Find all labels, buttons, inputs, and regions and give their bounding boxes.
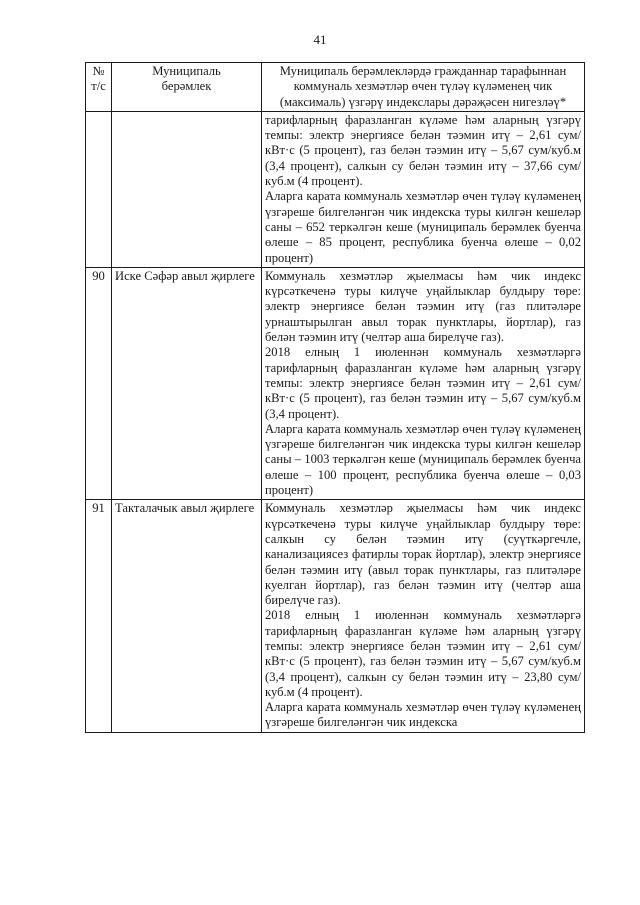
table-row <box>86 111 585 267</box>
basis-paragraph: Аларга карата коммуналь хезмәтләр өчен түләү күләменең үзгәреше билгеләнгән чик индекска <box>265 700 581 730</box>
header-basis: Муниципаль берәмлекләрдә гражданнар тарафыннан коммуналь хезмәтләр өчен түләү күләменең чик (максималь) үзгәрү индекслары дәрәҗәсен нигезләү* <box>262 63 585 112</box>
row-municipality: Такталачык авыл җирлеге <box>112 500 262 732</box>
row-basis <box>262 500 585 732</box>
basis-paragraph: 2018 елның 1 июленнән коммуналь хезмәтләргә тарифларның фаразланган күләме һәм аларның үзгәрү темпы: электр энергиясе белән тәэмин итү – 2,61 сум/кВт·с (5 процент), газ белән тәэмин итү – 5,67 сум/куб.м (3,4 процент). <box>265 345 581 421</box>
table-row <box>86 500 585 732</box>
row-municipality: Иске Сәфәр авыл җирлеге <box>112 267 262 499</box>
basis-paragraph: тарифларның фаразланган күләме һәм аларның үзгәрү темпы: электр энергиясе белән тәэмин итү – 2,61 сум/кВт·с (5 процент), газ белән тәэмин итү – 5,67 сум/куб.м (3,4 процент), салкын су белән тәэмин итү – 37,66 сум/куб.м (4 процент). <box>265 112 581 189</box>
basis-paragraph: Коммуналь хезмәтләр җыелмасы һәм чик индекс күрсәткеченә туры килүче уңайлыклар булдыру төре: салкын су белән тәэмин итү (суүткәргечле, канализациясез фатирлы торак йортлар), электр энергиясе белән тәэмин итү (авыл торак пунктлары, газ плитәләре куелган йортлар), газ белән тәэмин итү (челтәр аша бирелүче газ). <box>265 501 581 608</box>
tariff-table <box>85 62 585 733</box>
row-municipality <box>112 111 262 267</box>
row-number: 90 <box>86 267 112 499</box>
table-header-row <box>86 63 585 112</box>
page-number: 41 <box>313 32 327 47</box>
row-number: 91 <box>86 500 112 732</box>
table-row <box>86 267 585 499</box>
header-num: № т/с <box>86 63 112 112</box>
basis-paragraph: Коммуналь хезмәтләр җыелмасы һәм чик индекс күрсәткеченә туры килүче уңайлыклар булдыру төре: электр энергиясе белән тәэмин итү (газ плитәләре урнаштырылган авыл торак пунктлары, йортлар), газ белән тәэмин итү (челтәр аша бирелүче газ). <box>265 268 581 345</box>
header-municipality: Муниципаль берәмлек <box>112 63 262 112</box>
basis-paragraph: 2018 елның 1 июленнән коммуналь хезмәтләргә тарифларның фаразланган күләме һәм аларның үзгәрү темпы: электр энергиясе белән тәэмин итү – 2,61 сум/кВт·с (5 процент), газ белән тәэмин итү – 5,67 сум/куб.м (3,4 процент), салкын су белән тәэмин итү – 23,80 сум/куб.м (4 процент). <box>265 608 581 699</box>
row-basis <box>262 111 585 267</box>
row-number <box>86 111 112 267</box>
basis-paragraph: Аларга карата коммуналь хезмәтләр өчен түләү күләменең үзгәреше билгеләнгән чик индекска туры килгән кешеләр саны – 1003 теркәлгән кеше (муниципаль берәмлек буенча өлеше – 100 процент, республика буенча өлеше – 0,03 процент) <box>265 421 581 498</box>
basis-paragraph: Аларга карата коммуналь хезмәтләр өчен түләү күләменең үзгәреше билгеләнгән чик индекска туры килгән кешеләр саны – 652 теркәлгән кеше (муниципаль берәмлек буенча өлеше – 85 процент, республика буенча өлеше – 0,02 процент) <box>265 189 581 265</box>
row-basis <box>262 267 585 499</box>
